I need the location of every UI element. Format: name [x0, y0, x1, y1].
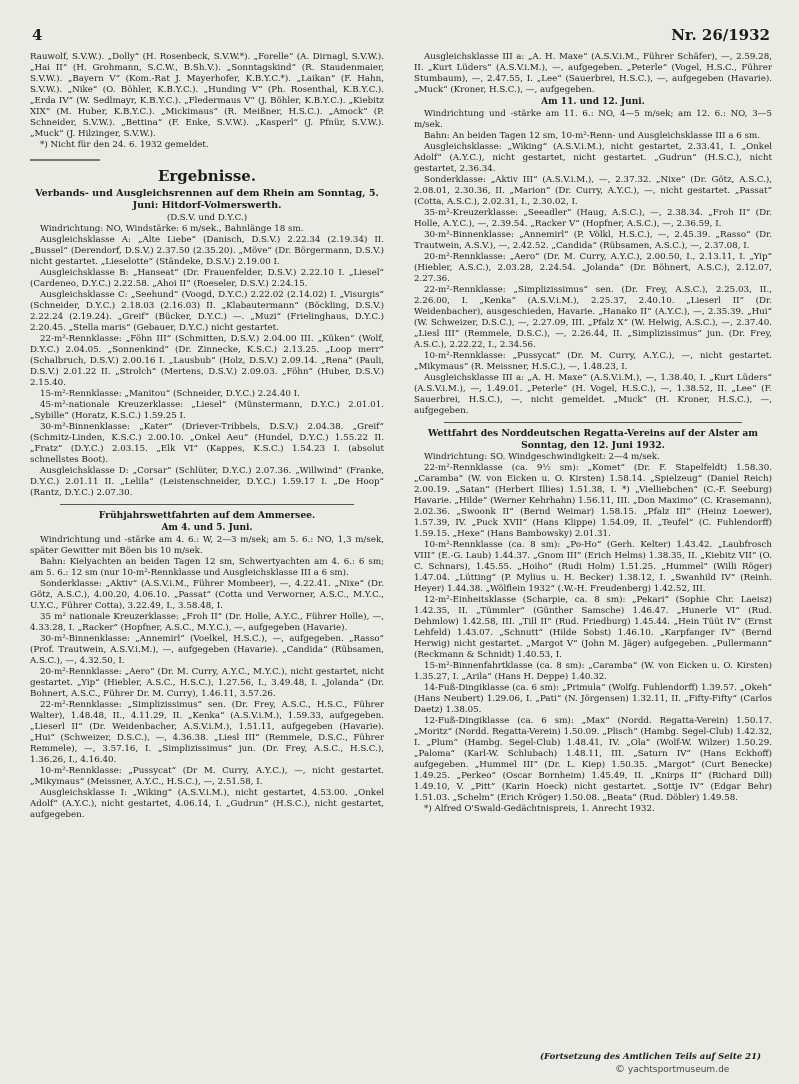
rhine-title: Verbands- und Ausgleichsrennen auf dem Rhein am Sonntag, 5. Juni: Hitdorf-Volmerswerth.	[35, 188, 379, 211]
alster-title: Wettfahrt des Norddeutschen Regatta-Vereins auf der Alster am Sonntag, den 12. Juni 1932.	[427, 428, 759, 451]
watermark	[615, 1064, 729, 1075]
intro-note: *) Nicht für den 24. 6. 1932 gemeldet.	[40, 140, 209, 150]
intro-paragraph: Rauwolf, S.V.W.). „Dolly“ (H. Rosenbeck, S.V.W.*). „Forelle“ (A. Dirnagl, S.V.W.). „Hai II“ (H. Grohmann, S.C.W., B.Sh.V.). „Sonntagskind“ (R. Staudenmaier, S.V.W.). „Bayern V“ (Kom.-Rat J. Mayerhofer, K.B.Y.C.*). „Laikan“ (F. Hahn, S.V.W.). „Nike“ (O. Böhler, K.B.Y.C.). „Hunding V“ (Ph. Rosenthal, K.B.Y.C.). „Erda IV“ (W. Sedlmayr, K.B.Y.C.). „Fledermaus V“ (J. Böhler, K.B.Y.C.). „Kiebitz XIX“ (M. Huber, K.B.Y.C.). „Mickimaus“ (R. Meißner, H.S.C.). „Amock“ (P. Schneider, S.V.W.). „Bettina“ (F. Enke, S.V.W.). „Kasperl“ (J. Pfnür, S.V.W.). „Muck“ (J. Hilzinger, S.V.W.).	[30, 52, 384, 139]
copyright-icon: ©	[615, 1064, 625, 1075]
ammersee-date: Am 4. und 5. Juni.	[161, 522, 253, 533]
result-paragraph: 10-m²-Rennklasse (ca. 8 sm): „Po-Ho“ (Gerh. Kelter) 1.43.42. „Laubfrosch VIII“ (E.-G. Laub) 1.44.37. „Gnom III“ (Erich Helms) 1.38.35, II. „Kiebitz VII“ (O. C. Schnars), 1.45.55. „Hoiho“ (Rudi Holm) 1.51.25. „Hummel“ (Willi Röger) 1.47.04. „Lütting“ (P. Mylius u. H. Becker) 1.38.12, I. „Swanhild IV“ (Reinh. Heyer) 1.44.38. „Wölflein 1932“ (.W.-H. Freudenberg) 1.42.52, III.	[414, 540, 772, 594]
continuation-note: (Fortsetzung des Amtlichen Teils auf Seite 21)	[540, 1052, 762, 1062]
ammersee-title: Frühjahrswettfahrten auf dem Ammersee.	[98, 510, 316, 521]
result-paragraph: 30-m²-Binnenklasse: „Kater“ (Driever-Tribbels, D.S.V.) 2.04.38. „Greif“ (Schmitz-Linden, K.S.C.) 2.00.10. „Onkel Aeu“ (Hundel, D.Y.C.) 1.55.22 II. „Fratz“ (D.Y.C.) 2.03.15. „Elk VI“ (Kappes, K.S.C.) 1.54.23 I. (absolut schnellstes Boot).	[30, 422, 384, 465]
result-paragraph: 35 m² nationale Kreuzerklasse: „Froh II“ (Dr. Holle, A.Y.C., Führer Holle), —, 4.33.28, I. „Racker“ (Hopfner, A.S.C., M.Y.C.), —, aufgegeben (Havarie).	[30, 611, 384, 633]
result-paragraph: 30-m²-Binnenklasse: „Annemirl“ (Voelkel, H.S.C.), —, aufgegeben. „Rasso“ (Prof. Trautwein, A.S.V.i.M.), —, aufgegeben (Havarie). „Candida“ (Rübsamen, A.S.C.), —, 4.32.50, I.	[30, 633, 384, 666]
issue-number: Nr. 26/1932	[671, 26, 770, 44]
alster-note: *) Alfred O'Swald-Gedächtnispreis, 1. Anrecht 1932.	[424, 804, 655, 814]
result-paragraph: 35-m²-Kreuzerklasse: „Seeadler“ (Haug, A.S.C.), —, 2.38.34. „Froh II“ (Dr. Holle, A.Y.C.), —, 2.39.54. „Racker V“ (Hopfner, A.S.C.), —, 2.36.59, I.	[414, 208, 772, 229]
result-paragraph: 10-m²-Rennklasse: „Pussycat“ (Dr M. Curry, A.Y.C.), —, nicht gestartet. „Mikymaus“ (Meissner, A.Y.C., H.S.C.), —, 2.51.58, I.	[30, 765, 384, 787]
section-divider	[60, 504, 354, 505]
result-paragraph: 15-m²-Binnenfahrtklasse (ca. 8 sm): „Caramba“ (W. von Eicken u. O. Kirsten) 1.35.27, I. „Arila“ (Hans H. Deppe) 1.40.32.	[414, 661, 772, 682]
result-paragraph: 45-m²-nationale Kreuzerklasse: „Liesel“ (Münstermann, D.Y.C.) 2.01.01. „Sybille“ (Horatz, K.S.C.) 1.59.25 I.	[30, 400, 384, 421]
result-paragraph: 10-m²-Rennklasse: „Pussycat“ (Dr. M. Curry, A.Y.C.), —, nicht gestartet. „Mikymaus“ (R. Meissner, H.S.C.), —, 1.48.23, I.	[414, 351, 772, 372]
result-paragraph: Ausgleichsklasse A: „Alte Liebe“ (Danisch, D.S.V.) 2.22.34 (2.19.34) II. „Bussel“ (Derendorf, D.S.V.) 2.37.50 (2.35.20). „Möve“ (Dr. Börgermann, D.S.V.) nicht gestartet. „Lieselotte“ (Ständeke, D.S.V.) 2.19.00 I.	[30, 235, 384, 267]
result-paragraph: Ausgleichsklasse I: „Wiking“ (A.S.V.i.M.), nicht gestartet, 4.53.00. „Onkel Adolf“ (A.Y.C.), nicht gestartet, 4.06.14, I. „Gudrun“ (H.S.C.), nicht gestartet, aufgegeben.	[30, 787, 384, 820]
result-paragraph: Windrichtung: NO, Windstärke: 6 m/sek., Bahnlänge 18 sm.	[40, 224, 304, 234]
rhine-clubs: (D.S.V. und D.Y.C.)	[166, 213, 248, 223]
result-paragraph: 12-m²-Einheitsklasse (Scharpie, ca. 8 sm): „Pekari“ (Sophie Chr. Laeisz) 1.42.35, II. „Tümmler“ (Günther Samsche) 1.46.47. „Hunerle VI“ (Rud. Dehmlow) 1.42.58, III. „Till II“ (Rud. Friedburg) 1.45.44. „Hein Tüüt IV“ (Ernst Lehfeld) 1.43.07. „Schnutt“ (Hilde Sobst) 1.46.10. „Karpfanger IV“ (Bernd Herwig) nicht gestartet. „Margot V“ (John M. Jäger) aufgegeben. „Pullermann“ (Reckmann & Schnidt) 1.40.53, I.	[414, 595, 772, 660]
result-paragraph: Ausgleichsklasse: „Wiking“ (A.S.V.i.M.), nicht gestartet, 2.33.41, I. „Onkel Adolf“ (A.Y.C.), nicht gestartet, nicht gestartet. „Gudrun“ (H.S.C.), nicht gestartet, 2.36.34.	[414, 142, 772, 174]
result-paragraph: Bahn: Kielyachten an beiden Tagen 12 sm, Schwertyachten am 4. 6.: 6 sm; am 5. 6.: 12 sm (nur 10-m²-Rennklasse und Ausgleichsklasse III a 6 sm).	[30, 556, 384, 578]
result-paragraph: 30-m²-Binnenklasse: „Annemirl“ (P. Völkl, H.S.C.), —, 2.45.39. „Rasso“ (Dr. Trautwein, A.S.V.), —, 2.42.52. „Candida“ (Rübsamen, A.S.C.), —, 2.37.08, I.	[414, 230, 772, 251]
section-divider	[444, 422, 742, 423]
result-paragraph: Ausgleichsklasse D: „Corsar“ (Schlüter, D.Y.C.) 2.07.36. „Willwind“ (Franke, D.Y.C.) 2.01.11 II. „Lelila“ (Leistenschneider, D.Y.C.) 1.59.17 I. „De Hoop“ (Rantz, D.Y.C.) 2.07.30.	[30, 466, 384, 498]
right-column	[414, 52, 772, 1064]
result-paragraph: Windrichtung und -stärke am 4. 6.: W, 2—3 m/sek; am 5. 6.: NO, 1,3 m/sek, später Gewitter mit Böen bis 10 m/sek.	[30, 534, 384, 556]
left-column	[30, 52, 384, 1064]
page-header	[30, 26, 770, 48]
section-title: Ergebnisse.	[157, 167, 257, 185]
alster-results	[414, 452, 772, 804]
result-paragraph: 12-Fuß-Dingiklasse (ca. 6 sm): „Max“ (Nordd. Regatta-Verein) 1.50.17. „Moritz“ (Nordd. Regatta-Verein) 1.50.09. „Plisch“ (Hambg. Segel-Club) 1.42.32, I. „Plum“ (Hambg. Segel-Club) 1.48.41, IV. „Ola“ (Wolf-W. Wilzer) 1.50.29. „Paloma“ (Karl-W. Schlubach) 1.48.11, III. „Saturn IV“ (Hans Eckhoff) aufgegeben. „Hummel III“ (Dr. L. Kiep) 1.50.35. „Margot“ (Curt Benecke) 1.49.25. „Perkeo“ (Oscar Bornheim) 1.45.49, II. „Knirps II“ (Richard Dill) 1.49.10, V. „Pitt“ (Karin Hoeck) nicht gestartet. „Sottje IV“ (Edgar Behr) 1.51.03. „Schelm“ (Erich Kröger) 1.50.08. „Beata“ (Rud. Döbler) 1.49.58.	[414, 716, 772, 803]
watermark-text: yachtsportmuseum.de	[627, 1065, 730, 1075]
result-paragraph: Ausgleichsklasse C: „Seehund“ (Voogd, D.Y.C.) 2.22.02 (2.14.02) I. „Visurgis“ (Schneider, D.Y.C.) 2.18.03 (2.16.03) II. „Klabautermann“ (Böckling, D.S.V.) 2.22.24 (2.19.24). „Greif“ (Bücker, D.Y.C.) —. „Muzi“ (Frielinghaus, D.Y.C.) 2.20.45. „Stella maris“ (Gebauer, D.Y.C.) nicht gestartet.	[30, 290, 384, 333]
result-paragraph: Ausgleichsklasse III a: „A. H. Maxe“ (A.S.V.i.M.), —, 1.38.40, I. „Kurt Lüders“ (A.S.V.i.M.), —, 1.49.01. „Peterle“ (H. Vogel, H.S.C.), —, 1.38.52, II. „Lee“ (F. Sauerbrei, H.S.C.), —, nicht gemeldet. „Muck“ (H. Kroner, H.S.C.), —, aufgegeben.	[414, 373, 772, 416]
result-paragraph: 22-m²-Rennklasse: „Föhn III“ (Schmitten, D.S.V.) 2.04.00 III. „Küken“ (Wolf, D.Y.C.) 2.04.05. „Sonnenkind“ (Dr. Zinnecke, K.S.C.) 2.13.25. „Loop merr“ (Schalbruch, D.S.V.) 2.00.16 I. „Lausbub“ (Holz, D.S.V.) 2.09.14. „Rena“ (Pauli, D.S.V.) 2.01.22 II. „Strolch“ (Mertens, D.S.V.) 2.09.03. „Föhn“ (Huber, D.S.V.) 2.15.40.	[30, 334, 384, 388]
result-paragraph: 20-m²-Rennklasse: „Aero“ (Dr. M. Curry, A.Y.C.), 2.00.50, I., 2.13.11, I. „Yip“ (Hiebler, A.S.C.), 2.03.28, 2.24.54. „Jolanda“ (Dr. Böhnert, A.S.C.), 2.12.07, 2.27.36.	[414, 252, 772, 284]
result-paragraph: 14-Fuß-Dingiklasse (ca. 6 sm): „Primula“ (Wolfg. Fuhlendorff) 1.39.57. „Okeh“ (Hans Neubert) 1.29.06, I. „Pati“ (N. Jörgensen) 1.32.11, II. „Fifty-Fifty“ (Carlos Daetz) 1.38.05.	[414, 683, 772, 715]
result-paragraph: Ausgleichsklasse B: „Hanseat“ (Dr. Frauenfelder, D.S.V.) 2.22.10 I. „Liesel“ (Cardeneo, D.Y.C.) 2.22.58. „Ahoi II“ (Roeseler, D.S.V.) 2.24.15.	[30, 268, 384, 289]
result-paragraph: Windrichtung und -stärke am 11. 6.: NO, 4—5 m/sek; am 12. 6.: NO, 3—5 m/sek.	[414, 109, 772, 130]
result-paragraph: Windrichtung: SO. Windgeschwindigkeit: 2—4 m/sek.	[424, 452, 660, 462]
day2-results	[414, 109, 772, 417]
ornament-divider	[30, 157, 384, 163]
result-paragraph: 22-m²-Rennklasse: „Simplizissimus“ sen. (Dr. Frey, A.S.C., H.S.C., Führer Walter), 1.48.48, II., 4.11.29, II. „Kenka“ (A.S.V.i.M.), 1.59.33, aufgegeben. „Lieserl II“ (Dr. Weidenbacher, A.S.V.i.M.), 1.51.11, aufgegeben (Havarie). „Hui“ (Schweizer, D.S.C.), —, 4.36.38. „Liesl III“ (Remmele, D.S.C., Führer Remmele), —, 3.57.16, I. „Simplizissimus“ jun. (Dr. Frey, A.S.C., H.S.C.), 1.36.26, I., 4.16.40.	[30, 699, 384, 765]
day2-date: Am 11. und 12. Juni.	[541, 97, 645, 107]
ammersee-results	[30, 535, 384, 821]
result-paragraph: Sonderklasse: „Aktiv“ (A.S.V.i.M., Führer Mombeer), —, 4.22.41. „Nixe“ (Dr. Götz, A.S.C.), 4.00.20, 4.06.10. „Passat“ (Cotta und Verworner, A.S.C., M.Y.C., U.Y.C., Führer Cotta), 3.22.49, I., 3.58.48, I.	[30, 578, 384, 611]
result-paragraph: 20-m²-Rennklasse: „Aero“ (Dr. M. Curry, A.Y.C., M.Y.C.), nicht gestartet, nicht gestartet. „Yip“ (Hiebler, A.S.C., H.S.C.), 1.27.56, I., 3.49.48, I. „Jolanda“ (Dr. Bohnert, A.S.C., Führer Dr. M. Curry), 1.46.11, 3.57.26.	[30, 666, 384, 699]
result-paragraph: 22-m²-Rennklasse (ca. 9½ sm): „Komet“ (Dr. F. Stapelfeldt) 1.58.30. „Caramba“ (W. von Eicken u. O. Kirsten) 1.58.14. „Spielzeug“ (Daniel Reich) 2.00.19. „Satan“ (Herbert Illies) 1.51.38, I. *) „Vielliebchen“ (C.-F. Seeburg) Havarie. „Hilde“ (Werner Kehrhahn) 1.56.11, III. „Don Maximo“ (C. Krasemann), 2.02.36. „Swoonk II“ (Bernd Weimar) 1.58.15. „Pfalz III“ (Heinz Loewer), 1.57.39, IV. „Puck XVII“ (Hans Klippe) 1.54.09, II. „Teufel“ (C. Fuhlendorff) 1.59.15. „Hexe“ (Hans Bambowsky) 2.01.31.	[414, 463, 772, 539]
result-paragraph: 22-m²-Rennklasse: „Simplizissimus“ sen. (Dr. Frey, A.S.C.), 2.25.03, II., 2.26.00, I. „Kenka“ (A.S.V.i.M.), 2.25.37, 2.40.10. „Lieserl II“ (Dr. Weidenbacher), ausgeschieden, Havarie. „Hanako II“ (A.Y.C.), —, 2.35.39. „Hui“ (W. Schweizer, D.S.C.), —, 2.27.09, III. „Pfalz X“ (W. Helwig, A.S.C.), —, 2.37.40. „Liesl III“ (Remmele, D.S.C.), —, 2.26.44, II. „Simplizissimus“ jun. (Dr. Frey, A.S.C.), 2.22.22, I., 2.34.56.	[414, 285, 772, 350]
result-paragraph: 15-m²-Rennklasse: „Manitou“ (Schneider, D.Y.C.) 2.24.40 I.	[40, 389, 300, 399]
rhine-results	[30, 224, 384, 499]
result-paragraph: Ausgleichsklasse III a: „A. H. Maxe“ (A.S.V.i.M., Führer Schäfer), —, 2.59.28, II. „Kurt Lüders“ (A.S.V.i.M.), —, aufgegeben. „Peterle“ (Vogel, H.S.C., Führer Stumbaum), —, 2.47.55, I. „Lee“ (Sauerbrei, H.S.C.), —, aufgegeben (Havarie). „Muck“ (Kroner, H.S.C.), —, aufgegeben.	[414, 52, 772, 95]
result-paragraph: Sonderklasse: „Aktiv III“ (A.S.V.i.M.), —, 2.37.32. „Nixe“ (Dr. Götz, A.S.C.), 2.08.01, 2.30.36, II. „Marion“ (Dr. Curry, A.Y.C.), —, nicht gestartet. „Passat“ (Cotta, A.S.C.), 2.02.31, I., 2.30.02, I.	[414, 175, 772, 207]
result-paragraph: Bahn: An beiden Tagen 12 sm, 10-m²-Renn- und Ausgleichsklasse III a 6 sm.	[424, 131, 761, 141]
page-number: 4	[32, 26, 43, 44]
